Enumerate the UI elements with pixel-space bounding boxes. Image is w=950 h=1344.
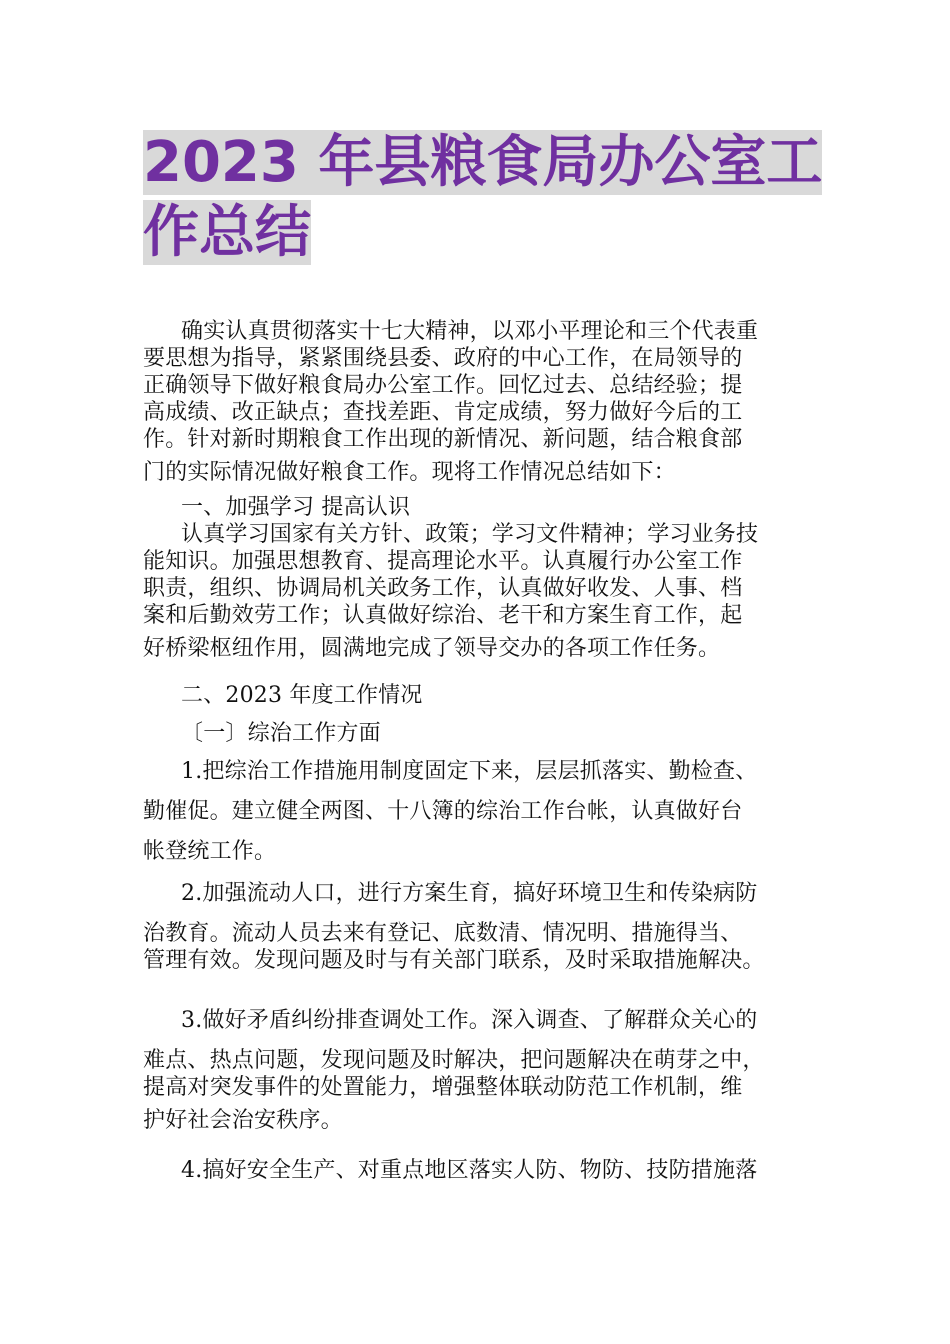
item-line: 勤催促。建立健全两图、十八簿的综治工作台帐，认真做好台 (143, 799, 743, 824)
section-heading: 一、加强学习 提高认识 (181, 495, 411, 520)
section-heading: 二、2023 年度工作情况 (181, 683, 423, 708)
intro-line: 作。针对新时期粮食工作出现的新情况、新问题，结合粮食部 (143, 427, 743, 452)
item-line: 提高对突发事件的处置能力，增强整体联动防范工作机制，维 (143, 1075, 743, 1100)
item-1-paragraph (143, 758, 808, 865)
document-title (143, 128, 823, 268)
title-line-1: 2023 年县粮食局办公室工 (143, 130, 823, 195)
intro-line: 要思想为指导，紧紧围绕县委、政府的中心工作，在局领导的 (143, 346, 743, 371)
section1-line: 认真学习国家有关方针、政策；学习文件精神；学习业务技 (181, 522, 759, 547)
section1-line: 好桥梁枢纽作用，圆满地完成了领导交办的各项工作任务。 (143, 636, 721, 661)
intro-paragraph (143, 318, 808, 486)
intro-line: 门的实际情况做好粮食工作。现将工作情况总结如下： (143, 460, 676, 485)
item-2-paragraph (143, 880, 808, 974)
title-line-2: 作总结 (143, 200, 311, 265)
section1-line: 职责，组织、协调局机关政务工作，认真做好收发、人事、档 (143, 576, 743, 601)
item-4-paragraph (143, 1157, 808, 1184)
item-3-paragraph (143, 1007, 808, 1134)
item-line: 1.把综治工作措施用制度固定下来，层层抓落实、勤检查、 (181, 759, 758, 784)
intro-line: 高成绩、改正缺点；查找差距、肯定成绩，努力做好今后的工 (143, 400, 743, 425)
section1-paragraph (143, 521, 808, 662)
section1-line: 能知识。加强思想教育、提高理论水平。认真履行办公室工作 (143, 549, 743, 574)
section1-line: 案和后勤效劳工作；认真做好综治、老干和方案生育工作，起 (143, 603, 743, 628)
item-line: 难点、热点问题，发现问题及时解决，把问题解决在萌芽之中， (143, 1048, 765, 1073)
item-line: 2.加强流动人口，进行方案生育，搞好环境卫生和传染病防 (181, 881, 758, 906)
item-line: 3.做好矛盾纠纷排查调处工作。深入调查、了解群众关心的 (181, 1008, 758, 1033)
intro-line: 确实认真贯彻落实十七大精神，以邓小平理论和三个代表重 (181, 319, 759, 344)
item-line: 帐登统工作。 (143, 839, 277, 864)
item-line: 管理有效。发现问题及时与有关部门联系，及时采取措施解决。 (143, 948, 765, 973)
item-line: 治教育。流动人员去来有登记、底数清、情况明、措施得当、 (143, 921, 743, 946)
item-line: 4.搞好安全生产、对重点地区落实人防、物防、技防措施落 (181, 1158, 758, 1183)
item-line: 护好社会治安秩序。 (143, 1108, 343, 1133)
subsection-heading: 〔一〕综治工作方面 (181, 721, 381, 746)
intro-line: 正确领导下做好粮食局办公室工作。回忆过去、总结经验；提 (143, 373, 743, 398)
